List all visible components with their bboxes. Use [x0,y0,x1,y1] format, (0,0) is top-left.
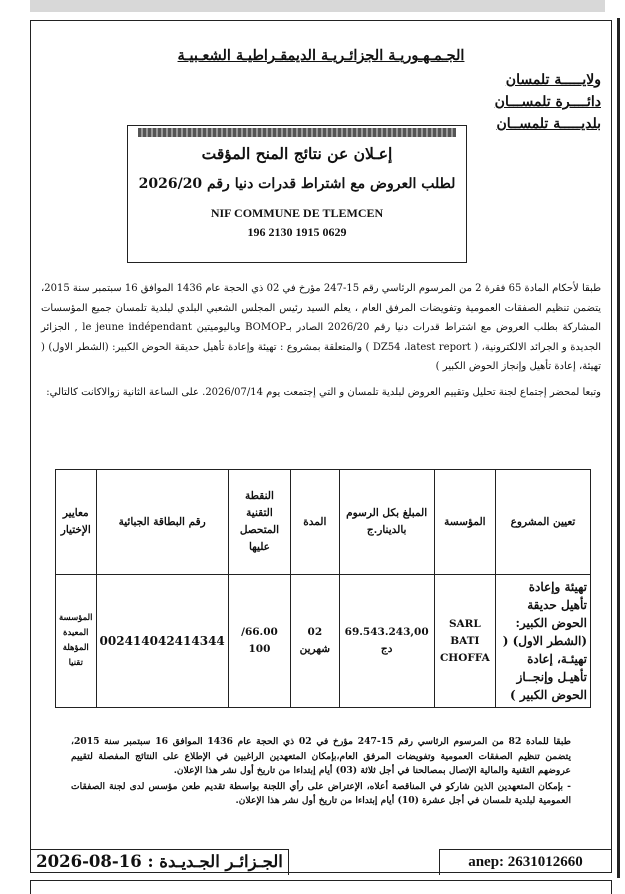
cell-criteria: المؤسسة المعيدة المؤهلة تقنيا [56,575,97,708]
newspaper-date: الجـزائـر الجـديـدة : 16-08-2026 [31,849,289,875]
col-header-criteria: معايير الإختيار [56,470,97,575]
table-header-row [56,470,591,575]
closing-text [71,735,571,809]
body-paragraph-1: طبقا لأحكام المادة 65 فقرة 2 من المرسوم الرئاسي رقم 15-247 مؤرخ في 02 ذي الحجة عام 1436 الموافق 16 سبتمبر سنة 2015، يتضمن تنظيم الصفقات العمومية وتفويضات المرفق العام ، يعلم السيد رئيس المجلس الشعبي البلدي لبلدية تلمسان جميع المؤسسات المشاركة بطلب العروض مع اشتراط قدرات دنيا رقم 2026/20 الصادر بـBOMOP وباليوميتين le jeune indépendant , الجزائر الجديدة و الجرائد الالكترونية، ( DZ54 ،latest report ) والمتعلقة بمشروع : تهيئة وإعادة تأهيل حديقة الحوض الكبير: (الشطر الاول) ( تهيئة، إعادة تأهيل وإنجاز الحوض الكبير ) [41,283,602,372]
col-header-tax-id: رقم البطاقة الجبائية [96,470,228,575]
col-header-score: النقطة التقنية المتحصل عليها [228,470,290,575]
closing-paragraph-1: طبقا للمادة 82 من المرسوم الرئاسي رقم 15-247 مؤرخ في 02 ذي الحجة عام 1436 الموافق 16 سبتمبر سنة 2015، يتضمن تنظيم الصفقات العمومية وتفويضات المرفق العام،بإمكان المتعهدين الراغبين في الإطلاع على النتائج المفصلة لتقييم عروضهم التقنية والمالية الإتصال بمصالحنا في أجل ثلاثة (03) أيام إبتداءا من تاريخ أول نشر هذا الإعلان. [71,736,572,776]
title-box [127,125,467,263]
administration-block [471,69,601,135]
results-table [55,469,591,708]
daira-label: دائــــرة تلمســـان [494,94,601,110]
closing-paragraph-2: - بإمكان المتعهدين الذين شاركو في المناقصة أعلاه، الإعتراض على رأي اللجنة بواسطة تقديم طعن مؤسس لدى لجنة الصفقات العمومية لبلدية تلمسان في أجل عشرة (10) أيام إبتداءا من تاريخ أول نشر هذا الإعلان. [71,780,571,806]
col-header-company: المؤسسة [434,470,495,575]
col-header-amount: المبلغ بكل الرسوم بالدينار.ج [339,470,434,575]
notice-subtitle: لطلب العروض مع اشتراط قدرات دنيا رقم 2026/20 [138,176,456,192]
cell-score: /66.00 100 [228,575,290,708]
republic-heading: الجـمـهـوريـة الجزائـريـة الديمقـراطيـة الشعـبيـة [177,47,465,64]
cell-duration: 02 شهرين [291,575,339,708]
col-header-project: تعيين المشروع [495,470,590,575]
notice-body [41,279,601,402]
nif-number: 196 2130 1915 0629 [247,225,347,239]
body-paragraph-2: وتبعا لمحضر إجتماع لجنة تحليل وتقييم العروض لبلدية تلمسان و التي إجتمعت يوم 2026/07/14. على الساعة الثانية زوالاكانت كالتالي: [46,386,601,398]
column-rule [617,18,620,878]
cell-amount: 69.543.243,00 دج [339,575,434,708]
cell-project: تهيئة وإعادة تأهيل حديقة الحوض الكبير: (الشطر الاول) ( تهيئـة، إعادة تأهيـل وإنجــاز الحوض الكبير ) [495,575,590,708]
table-row [56,575,591,708]
nif-label: NIF COMMUNE DE TLEMCEN [210,206,384,220]
page-top-band [30,0,605,12]
notice-title: إعـلان عن نتائج المنح المؤقت [201,144,393,163]
anep-number: anep: 2631012660 [439,849,611,875]
col-header-duration: المدة [291,470,339,575]
wilaya-label: ولايـــــة تلمسان [505,72,601,88]
cell-company: SARL BATI CHOFFA [434,575,495,708]
tender-notice [30,20,612,873]
commune-label: بلديـــــة تلمســان [496,116,601,132]
cell-tax-id: 002414042414344 [96,575,228,708]
scan-strip [138,128,456,137]
